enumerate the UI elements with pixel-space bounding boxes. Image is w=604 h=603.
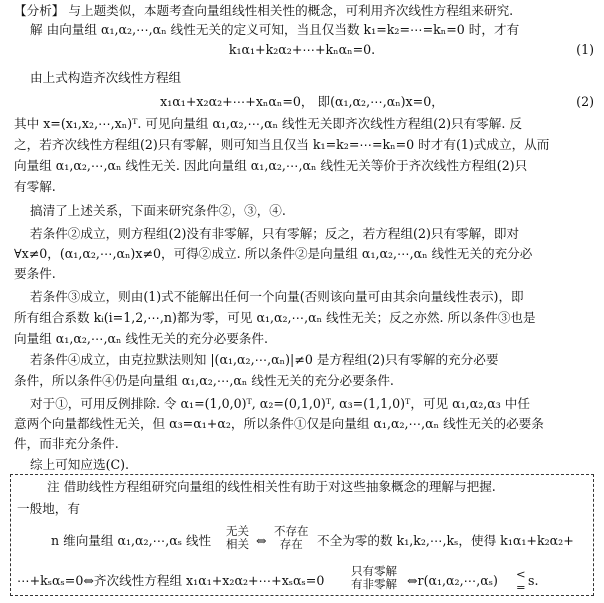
note-title: 注 借助线性方程组研究向量组的线性相关性有助于对这些抽象概念的理解与把握. (47, 479, 496, 494)
text-line: 向量组 α₁,α₂,⋯,αₙ 线性无关的充分必要条件. (14, 331, 268, 346)
equation-1: k₁α₁+k₂α₂+⋯+kₙαₙ=0. (228, 42, 376, 57)
analysis-line: 【分析】 与上题类似，本题考查向量组线性相关性的概念，可利用齐次线性方程组来研究. (14, 3, 514, 18)
solution-type-stack: 只有零解 有非零解 (351, 564, 397, 591)
iff-arrow: ⇔ (256, 533, 267, 548)
text-line: 条件，所以条件④仍是向量组 α₁,α₂,⋯,αₙ 线性无关的充分必要条件. (14, 373, 394, 388)
text-line: 对于①，可用反例排除. 令 α₁=(1,0,0)ᵀ, α₂=(0,1,0)ᵀ, α₃=(1,1,0)ᵀ，可见 α₁,α₂,α₃ 中任 (30, 396, 530, 411)
rank-s: s. (528, 573, 539, 588)
equation-2: x₁α₁+x₂α₂+⋯+xₙαₙ=0， 即(α₁,α₂,⋯,αₙ)x=0， (160, 94, 444, 109)
independent-dependent-stack: 无关 相关 (226, 524, 249, 551)
text-line: ∀x≠0，(α₁,α₂,⋯,αₙ)x≠0，可得②成立. 所以条件②是向量组 α₁,α₂,⋯,αₙ 线性无关的充分必 (14, 246, 533, 261)
note-box (10, 474, 594, 596)
note-line: 不全为零的数 k₁,k₂,⋯,kₛ，使得 k₁α₁+k₂α₂+ (317, 533, 574, 548)
note-line: 一般地，有 (17, 501, 80, 516)
exists-stack: 不存在 存在 (274, 524, 309, 551)
text-line: 由上式构造齐次线性方程组 (30, 70, 182, 85)
solution-line: 解 由向量组 α₁,α₂,⋯,αₙ 线性无关的定义可知，当且仅当数 k₁=k₂=⋯=kₙ=0 时，才有 (30, 22, 520, 37)
text-line: 其中 x=(x₁,x₂,⋯,xₙ)ᵀ. 可见向量组 α₁,α₂,⋯,αₙ 线性无关即齐次线性方程组(2)只有零解. 反 (14, 116, 522, 131)
text-line: 有零解. (14, 179, 56, 194)
text-line: 意两个向量都线性无关，但 α₃=α₁+α₂，所以条件①仅是向量组 α₁,α₂,⋯,αₙ 线性无关的必要条 (14, 416, 544, 431)
text-line: 若条件④成立，由克拉默法则知 |(α₁,α₂,⋯,αₙ)|≠0 是方程组(2)只有零解的充分必要 (30, 352, 499, 367)
rank-relation: < = (516, 567, 526, 594)
equation-1-number: (1) (576, 42, 594, 57)
text-line: 搞清了上述关系，下面来研究条件②，③，④. (30, 203, 286, 218)
text-line: 若条件②成立，则方程组(2)没有非零解，只有零解；反之，若方程组(2)只有零解，即对 (30, 226, 520, 241)
text-line: 要条件. (14, 266, 56, 281)
conclusion-line: 综上可知应选(C). (30, 457, 130, 472)
note-line: ⋯+kₛαₛ=0⇔齐次线性方程组 x₁α₁+x₂α₂+⋯+xₛαₛ=0 (17, 573, 325, 588)
text-line: 件，而非充分条件. (14, 436, 119, 451)
note-line: n 维向量组 α₁,α₂,⋯,αₛ 线性 (51, 533, 212, 548)
text-line: 向量组 α₁,α₂,⋯,αₙ 线性无关. 因此向量组 α₁,α₂,⋯,αₙ 线性无关等价于齐次线性方程组(2)只 (14, 158, 528, 173)
text-line: 若条件③成立，则由(1)式不能解出任何一个向量(否则该向量可由其余向量线性表示)，即 (30, 289, 524, 304)
text-line: 所有组合系数 kᵢ(i=1,2,⋯,n)都为零，可见 α₁,α₂,⋯,αₙ 线性无关；反之亦然. 所以条件③也是 (14, 310, 536, 325)
equation-2-number: (2) (576, 94, 594, 109)
rank-expression: ⇔r(α₁,α₂,⋯,αₛ) (407, 573, 498, 588)
text-line: 之，若齐次线性方程组(2)只有零解，则可知当且仅当 k₁=k₂=⋯=kₙ=0 时才有(1)式成立，从而 (14, 137, 550, 152)
